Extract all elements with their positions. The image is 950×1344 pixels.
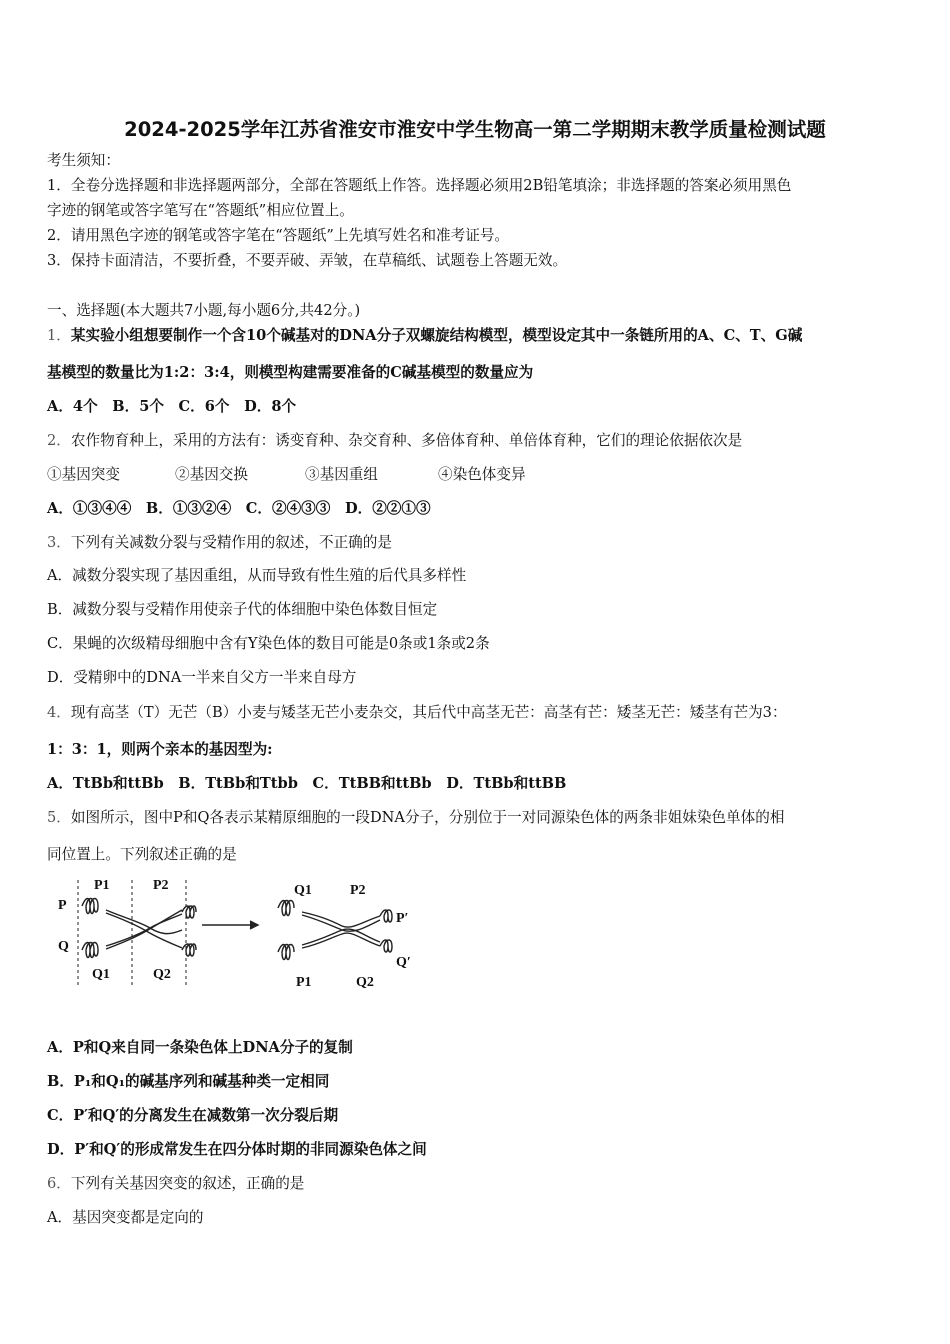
- question-stem: 现有高茎（T）无芒（B）小麦与矮茎无芒小麦杂交，其后代中高茎无芒：高茎有芒：矮茎无芒：矮茎有芒为3：: [70, 704, 787, 721]
- question-5-cont: 同位置上。下列叙述正确的是: [47, 846, 237, 863]
- label-right-P1: P1: [296, 975, 312, 990]
- question-number: 6．: [47, 1175, 71, 1192]
- question-number: 1．: [47, 327, 71, 344]
- question-1-options: A．4个 B．5个 C．6个 D．8个: [47, 398, 297, 415]
- question-5-option-a: A．P和Q来自同一条染色体上DNA分子的复制: [47, 1039, 353, 1056]
- label-right-Q2: Q2: [356, 975, 374, 990]
- question-2-options: A．①③④④ B．①③②④ C．②④③③ D．②②①③: [47, 500, 431, 517]
- label-Q-prime: Q′: [396, 955, 411, 970]
- section-heading: 一、选择题(本大题共7小题,每小题6分,共42分。): [47, 302, 361, 319]
- choice-3: ③基因重组: [305, 466, 378, 483]
- dna-crossover-figure: [50, 870, 430, 1000]
- question-number: 3．: [47, 534, 71, 551]
- question-4-cont: 1：3：1，则两个亲本的基因型为:: [47, 741, 273, 758]
- label-Q1: Q1: [92, 967, 110, 982]
- label-right-Q1: Q1: [294, 883, 312, 898]
- page-title: 2024-2025学年江苏省淮安市淮安中学生物高一第二学期期末教学质量检测试题: [124, 118, 826, 141]
- question-3-option-a: A．减数分裂实现了基因重组，从而导致有性生殖的后代具多样性: [47, 567, 467, 584]
- question-number: 2．: [47, 432, 71, 449]
- question-5: [47, 809, 784, 827]
- notice-item-3: 3．保持卡面清洁，不要折叠，不要弄破、弄皱，在草稿纸、试题卷上答题无效。: [47, 252, 568, 269]
- question-3-option-b: B．减数分裂与受精作用使亲子代的体细胞中染色体数目恒定: [47, 601, 438, 618]
- label-P1: P1: [94, 878, 110, 893]
- question-1-cont: 基模型的数量比为1:2：3:4，则模型构建需要准备的C碱基模型的数量应为: [47, 364, 534, 381]
- question-3-option-c: C．果蝇的次级精母细胞中含有Y染色体的数目可能是0条或1条或2条: [47, 635, 490, 652]
- notice-heading: 考生须知：: [47, 152, 120, 169]
- question-5-option-c: C．P′和Q′的分离发生在减数第一次分裂后期: [47, 1107, 339, 1124]
- question-stem: 如图所示，图中P和Q各表示某精原细胞的一段DNA分子，分别位于一对同源染色体的两条非姐妹染色单体的相: [70, 809, 785, 826]
- question-2-choices: [47, 466, 526, 484]
- label-P2: P2: [153, 878, 169, 893]
- notice-item-2: 2．请用黑色字迹的钢笔或答字笔在“答题纸”上先填写姓名和准考证号。: [47, 227, 510, 244]
- question-3-option-d: D．受精卵中的DNA一半来自父方一半来自母方: [47, 669, 357, 686]
- question-number: 4．: [47, 704, 71, 721]
- label-Q2: Q2: [153, 967, 171, 982]
- question-stem: 农作物育种上，采用的方法有：诱变育种、杂交育种、多倍体育种、单倍体育种，它们的理论依据依次是: [70, 432, 743, 449]
- question-stem: 下列有关基因突变的叙述，正确的是: [70, 1175, 305, 1192]
- question-1: [47, 327, 802, 345]
- label-right-P2: P2: [350, 883, 366, 898]
- question-stem: 下列有关减数分裂与受精作用的叙述，不正确的是: [70, 534, 392, 551]
- question-stem: 某实验小组想要制作一个含10个碱基对的DNA分子双螺旋结构模型，模型设定其中一条链所用的A、C、T、G碱: [70, 327, 803, 344]
- question-6: [47, 1175, 304, 1193]
- label-P-prime: P′: [396, 911, 409, 926]
- question-5-option-b: B．P₁和Q₁的碱基序列和碱基种类一定相同: [47, 1073, 330, 1090]
- notice-item-1-cont: 字迹的钢笔或答字笔写在“答题纸”相应位置上。: [47, 202, 354, 219]
- question-6-option-a: A．基因突变都是定向的: [47, 1209, 204, 1226]
- choice-2: ②基因交换: [175, 466, 248, 483]
- question-4-options: A．TtBb和ttBb B．TtBb和Ttbb C．TtBB和ttBb D．TtBb和ttBB: [47, 775, 567, 792]
- label-P: P: [58, 898, 67, 913]
- label-Q: Q: [58, 939, 69, 954]
- question-5-option-d: D．P′和Q′的形成常发生在四分体时期的非同源染色体之间: [47, 1141, 427, 1158]
- question-4: [47, 704, 787, 722]
- notice-item-1: 1．全卷分选择题和非选择题两部分，全部在答题纸上作答。选择题必须用2B铅笔填涂；非选择题的答案必须用黑色: [47, 177, 792, 194]
- choice-1: ①基因突变: [47, 466, 120, 483]
- question-3: [47, 534, 392, 552]
- question-2: [47, 432, 742, 450]
- choice-4: ④染色体变异: [438, 466, 526, 483]
- question-number: 5．: [47, 809, 71, 826]
